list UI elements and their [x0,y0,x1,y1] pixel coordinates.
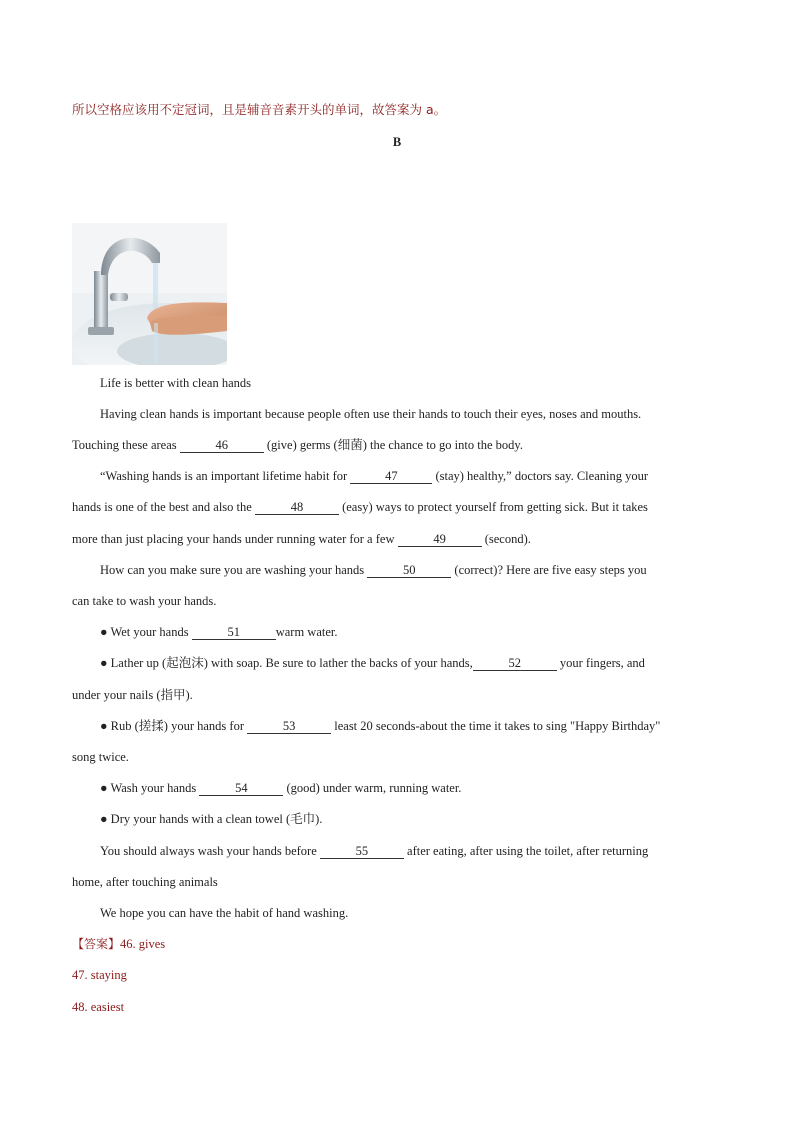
text-fragment: your fingers, and [556,656,645,670]
text-fragment: (give) germs (细菌) the chance to go into the body. [263,438,523,452]
paragraph-2-line-1 [100,468,648,484]
text-fragment: “Washing hands is an important lifetime habit for [100,469,351,483]
closing-sentence: We hope you can have the habit of hand washing. [100,906,349,920]
hand-washing-photo [72,223,227,365]
paragraph-1-line-1: Having clean hands is important because people often use their hands to touch their eyes, noses and mouths. [100,407,642,421]
paragraph-3-line-1 [100,562,647,578]
text-fragment: ● Lather up (起泡沫) with soap. Be sure to lather the backs of your hands, [100,656,473,670]
paragraph-3-line-2: can take to wash your hands. [72,594,217,608]
step-2 [100,655,645,671]
paragraph-1-line-2 [72,437,523,453]
step-3 [100,718,660,734]
blank-52: 52 [473,657,557,671]
blank-51: 51 [192,626,276,640]
step-2-continued: under your nails (指甲). [72,688,193,702]
text-fragment: least 20 seconds-about the time it takes to sing "Happy Birthday" [331,719,661,733]
step-4 [100,780,461,796]
text-fragment: ● Rub (搓揉) your hands for [100,719,248,733]
text-fragment: (stay) healthy,” doctors say. Cleaning your [432,469,649,483]
blank-53: 53 [247,720,331,734]
section-label: B [392,135,402,149]
answer-48: 48. easiest [72,1000,125,1014]
text-fragment: (good) under warm, running water. [283,781,462,795]
text-fragment: ● Wash your hands [100,781,200,795]
text-fragment: How can you make sure you are washing your hands [100,563,368,577]
paragraph-2-line-3 [72,531,531,547]
answer-text: 46. gives [120,937,166,951]
blank-48: 48 [255,501,339,515]
paragraph-4-line-2: home, after touching animals [72,875,218,889]
answer-46 [72,936,165,952]
text-fragment: after eating, after using the toilet, after returning [403,844,649,858]
intro-note: 所以空格应该用不定冠词，且是辅音音素开头的单词，故答案为 a。 [72,102,447,117]
text-fragment: Touching these areas [72,438,180,452]
text-fragment: (easy) ways to protect yourself from getting sick. But it takes [338,500,648,514]
answer-47: 47. staying [72,968,127,982]
text-fragment: ● Wet your hands [100,625,192,639]
paragraph-2-line-2 [72,499,648,515]
answer-label: 【答案】 [72,937,121,951]
blank-49: 49 [398,533,482,547]
step-5: ● Dry your hands with a clean towel (毛巾). [100,812,323,826]
text-fragment: warm water. [275,625,338,639]
blank-47: 47 [350,470,432,484]
text-fragment: (second). [481,532,531,546]
step-1 [100,624,338,640]
step-3-continued: song twice. [72,750,129,764]
faucet-hands-image [72,223,227,365]
article-title: Life is better with clean hands [100,376,251,390]
blank-46: 46 [180,439,264,453]
text-fragment: (correct)? Here are five easy steps you [451,563,647,577]
blank-50: 50 [367,564,451,578]
blank-54: 54 [199,782,283,796]
paragraph-4-line-1 [100,843,648,859]
text-fragment: hands is one of the best and also the [72,500,255,514]
blank-55: 55 [320,845,404,859]
text-fragment: You should always wash your hands before [100,844,320,858]
text-fragment: more than just placing your hands under running water for a few [72,532,398,546]
